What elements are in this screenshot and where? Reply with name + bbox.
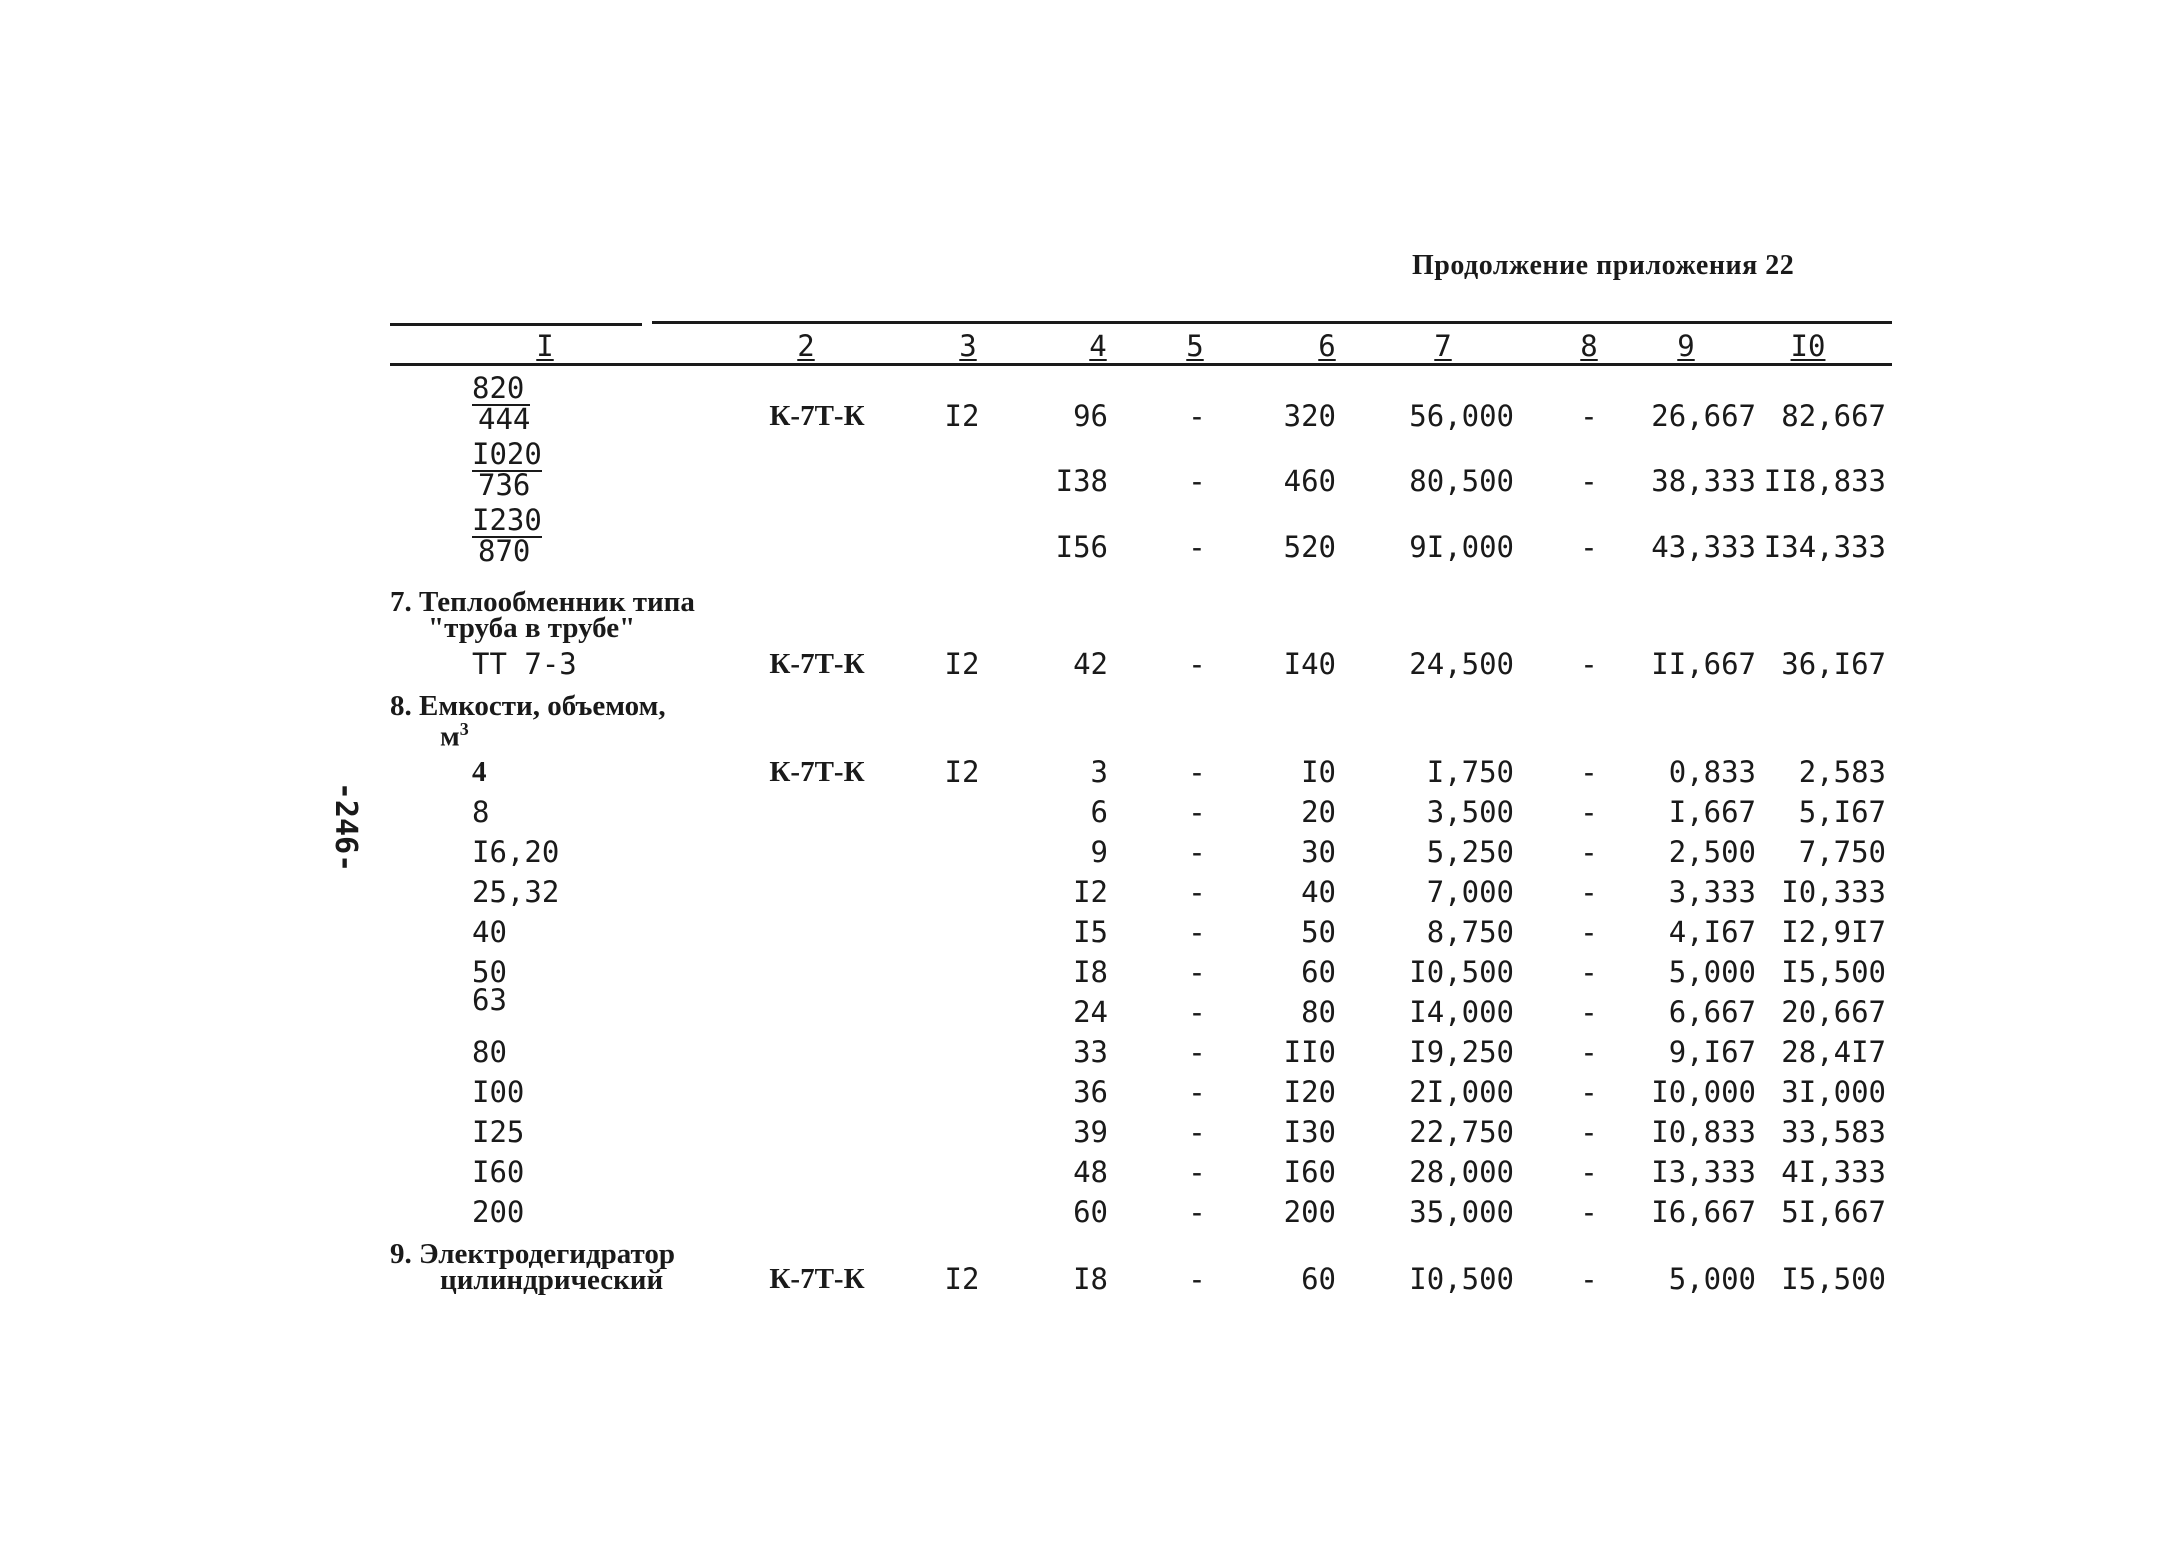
cell-col9: 0,833 (1668, 755, 1756, 789)
section-9-subtitle: цилиндрический (440, 1264, 664, 1296)
cell-col2: К-7Т-К (769, 648, 865, 680)
cell-col4: 39 (1073, 1115, 1108, 1149)
table-top-rule-left (390, 323, 642, 326)
size-fraction (472, 437, 542, 502)
cell-col5: - (1192, 465, 1202, 497)
cell-col8: - (1584, 1116, 1594, 1148)
cell-col10: I34,333 (1763, 530, 1886, 564)
cell-col8: - (1584, 916, 1594, 948)
cell-col5: - (1192, 1156, 1202, 1188)
cell-col6: I30 (1283, 1115, 1336, 1149)
cell-col1: I00 (472, 1075, 525, 1109)
size-fraction (472, 371, 531, 436)
page-number: -246- (328, 781, 364, 873)
cell-col6: 200 (1283, 1195, 1336, 1229)
cell-col6: 520 (1283, 530, 1336, 564)
cell-col3: I2 (944, 1262, 980, 1296)
page-caption: Продолжение приложения 22 (1412, 250, 1795, 281)
cell-col8: - (1584, 1156, 1594, 1188)
cell-col7: I,750 (1426, 755, 1514, 789)
cell-col7: I9,250 (1409, 1035, 1514, 1069)
cell-col7: 35,000 (1409, 1195, 1514, 1229)
cell-col6: 50 (1301, 915, 1336, 949)
cell-col4: I8 (1073, 955, 1108, 989)
cell-col6: I0 (1301, 755, 1336, 789)
fraction-denominator: 444 (478, 402, 531, 436)
cell-col6: 320 (1283, 399, 1336, 433)
cell-col6: 60 (1301, 955, 1336, 989)
unit-letter: м (440, 720, 460, 753)
cell-col10: 20,667 (1781, 995, 1886, 1029)
cell-col8: - (1584, 400, 1594, 432)
fraction-denominator: 870 (478, 534, 531, 568)
column-header-6: 6 (1318, 329, 1336, 363)
cell-col8: - (1584, 1076, 1594, 1108)
cell-col5: - (1192, 956, 1202, 988)
cell-col9: 5,000 (1668, 955, 1756, 989)
cell-col8: - (1584, 1036, 1594, 1068)
cell-col6: 40 (1301, 875, 1336, 909)
cell-col10: I0,333 (1781, 875, 1886, 909)
cell-col7: 3,500 (1426, 795, 1514, 829)
column-header-1: I (536, 329, 554, 363)
column-header-10: I0 (1790, 329, 1826, 363)
cell-col1: 4 (472, 756, 487, 788)
cell-col1: I60 (472, 1155, 525, 1189)
cell-col7: 8,750 (1426, 915, 1514, 949)
cell-col4: 42 (1073, 647, 1108, 681)
cell-col3: I2 (944, 755, 980, 789)
cell-col10: 5,I67 (1798, 795, 1886, 829)
cell-col7: 24,500 (1409, 647, 1514, 681)
cell-col1: 25,32 (472, 875, 560, 909)
cell-col4: I5 (1073, 915, 1108, 949)
cell-col1: 40 (472, 915, 507, 949)
cell-col1: 80 (472, 1035, 507, 1069)
cell-col4: I8 (1073, 1262, 1108, 1296)
cell-col5: - (1192, 756, 1202, 788)
cell-col10: 2,583 (1798, 755, 1886, 789)
cell-col5: - (1192, 836, 1202, 868)
cell-col6: 20 (1301, 795, 1336, 829)
cell-col7: I4,000 (1409, 995, 1514, 1029)
cell-col4: 60 (1073, 1195, 1108, 1229)
section-8-title: 8. Емкости, объемом, (390, 690, 666, 722)
fraction-denominator: 736 (478, 468, 531, 502)
cell-col5: - (1192, 531, 1202, 563)
size-fraction (472, 503, 542, 568)
cell-col9: I0,000 (1651, 1075, 1756, 1109)
cell-col7: 7,000 (1426, 875, 1514, 909)
cell-col1: 200 (472, 1195, 525, 1229)
fraction-numerator: 820 (472, 374, 530, 406)
cell-col10: 36,I67 (1781, 647, 1886, 681)
cell-col4: 9 (1090, 835, 1108, 869)
cell-col5: - (1192, 1036, 1202, 1068)
cell-col5: - (1192, 1116, 1202, 1148)
cell-col7: 56,000 (1409, 399, 1514, 433)
cell-col8: - (1584, 956, 1594, 988)
cell-col10: 28,4I7 (1781, 1035, 1886, 1069)
cell-col7: 22,750 (1409, 1115, 1514, 1149)
cell-col8: - (1584, 756, 1594, 788)
cell-col4: 48 (1073, 1155, 1108, 1189)
cell-col8: - (1584, 836, 1594, 868)
cell-col1: I25 (472, 1115, 525, 1149)
cell-col10: II8,833 (1763, 464, 1886, 498)
cell-col9: I,667 (1668, 795, 1756, 829)
cell-col6: 60 (1301, 1262, 1336, 1296)
cell-col7: 9I,000 (1409, 530, 1514, 564)
cell-col9: I0,833 (1651, 1115, 1756, 1149)
cell-col4: I56 (1055, 530, 1108, 564)
column-header-9: 9 (1677, 329, 1695, 363)
cell-col10: 82,667 (1781, 399, 1886, 433)
cell-col10: I5,500 (1781, 955, 1886, 989)
cell-col4: I2 (1073, 875, 1108, 909)
cell-col6: I60 (1283, 1155, 1336, 1189)
cell-col4: 24 (1073, 995, 1108, 1029)
cell-col9: I3,333 (1651, 1155, 1756, 1189)
section-7-title: 7. Теплообменник типа (390, 586, 695, 618)
cell-col6: 460 (1283, 464, 1336, 498)
cell-col10: 7,750 (1798, 835, 1886, 869)
cell-col8: - (1584, 876, 1594, 908)
cell-col8: - (1584, 1196, 1594, 1228)
cell-col4: 6 (1090, 795, 1108, 829)
cell-col6: 80 (1301, 995, 1336, 1029)
cell-col8: - (1584, 796, 1594, 828)
cell-col7: I0,500 (1409, 1262, 1514, 1296)
cell-col10: 33,583 (1781, 1115, 1886, 1149)
fraction-numerator: I020 (472, 437, 542, 471)
cell-col1: I6,20 (472, 835, 560, 869)
cell-col4: 96 (1073, 399, 1108, 433)
cell-col5: - (1192, 876, 1202, 908)
section-7-subtitle: "труба в трубе" (428, 612, 636, 644)
cell-col9: 3,333 (1668, 875, 1756, 909)
cell-col8: - (1584, 1263, 1594, 1295)
table-header-rule (390, 363, 1892, 366)
cell-col5: - (1192, 796, 1202, 828)
cell-col9: 6,667 (1668, 995, 1756, 1029)
cell-col3: I2 (944, 399, 980, 433)
cell-col7: 28,000 (1409, 1155, 1514, 1189)
column-header-2: 2 (797, 329, 815, 363)
cell-col5: - (1192, 1076, 1202, 1108)
cell-col10: 3I,000 (1781, 1075, 1886, 1109)
table-top-rule-right (652, 321, 1892, 324)
cell-col7: 2I,000 (1409, 1075, 1514, 1109)
column-header-7: 7 (1434, 329, 1452, 363)
cell-col9: II,667 (1651, 647, 1756, 681)
cell-col1: 63 (472, 983, 507, 1017)
cell-col5: - (1192, 916, 1202, 948)
cell-col10: 5I,667 (1781, 1195, 1886, 1229)
column-header-8: 8 (1580, 329, 1598, 363)
cell-col7: 5,250 (1426, 835, 1514, 869)
column-header-5: 5 (1186, 329, 1204, 363)
cell-col2: К-7Т-К (769, 756, 865, 788)
cell-col5: - (1192, 996, 1202, 1028)
cell-col8: - (1584, 531, 1594, 563)
cell-col4: 3 (1090, 755, 1108, 789)
cell-col6: 30 (1301, 835, 1336, 869)
fraction-numerator: I230 (472, 503, 542, 537)
cell-col8: - (1584, 465, 1594, 497)
section-9-title: 9. Электродегидратор (390, 1238, 675, 1270)
cell-col5: - (1192, 648, 1202, 680)
unit-exponent: 3 (459, 719, 469, 739)
cell-col9: 2,500 (1668, 835, 1756, 869)
cell-col9: 5,000 (1668, 1262, 1756, 1296)
cell-col10: I5,500 (1781, 1262, 1886, 1296)
cell-col1: 8 (472, 795, 490, 829)
cell-col1: ТТ 7-3 (472, 647, 577, 681)
cell-col6: I40 (1283, 647, 1336, 681)
section-8-unit (440, 720, 469, 752)
cell-col8: - (1584, 996, 1594, 1028)
cell-col6: II0 (1283, 1035, 1336, 1069)
cell-col6: I20 (1283, 1075, 1336, 1109)
cell-col2: К-7Т-К (769, 1263, 865, 1295)
cell-col2: К-7Т-К (769, 400, 865, 432)
cell-col10: 4I,333 (1781, 1155, 1886, 1189)
cell-col4: 36 (1073, 1075, 1108, 1109)
column-header-3: 3 (959, 329, 977, 363)
cell-col9: 26,667 (1651, 399, 1756, 433)
cell-col4: 33 (1073, 1035, 1108, 1069)
cell-col9: 9,I67 (1668, 1035, 1756, 1069)
cell-col9: 38,333 (1651, 464, 1756, 498)
cell-col4: I38 (1055, 464, 1108, 498)
cell-col9: I6,667 (1651, 1195, 1756, 1229)
cell-col9: 43,333 (1651, 530, 1756, 564)
cell-col5: - (1192, 1263, 1202, 1295)
cell-col5: - (1192, 400, 1202, 432)
cell-col10: I2,9I7 (1781, 915, 1886, 949)
cell-col5: - (1192, 1196, 1202, 1228)
column-header-4: 4 (1089, 329, 1107, 363)
cell-col3: I2 (944, 647, 980, 681)
cell-col7: I0,500 (1409, 955, 1514, 989)
cell-col8: - (1584, 648, 1594, 680)
cell-col7: 80,500 (1409, 464, 1514, 498)
cell-col1: 50 (472, 955, 507, 989)
cell-col9: 4,I67 (1668, 915, 1756, 949)
